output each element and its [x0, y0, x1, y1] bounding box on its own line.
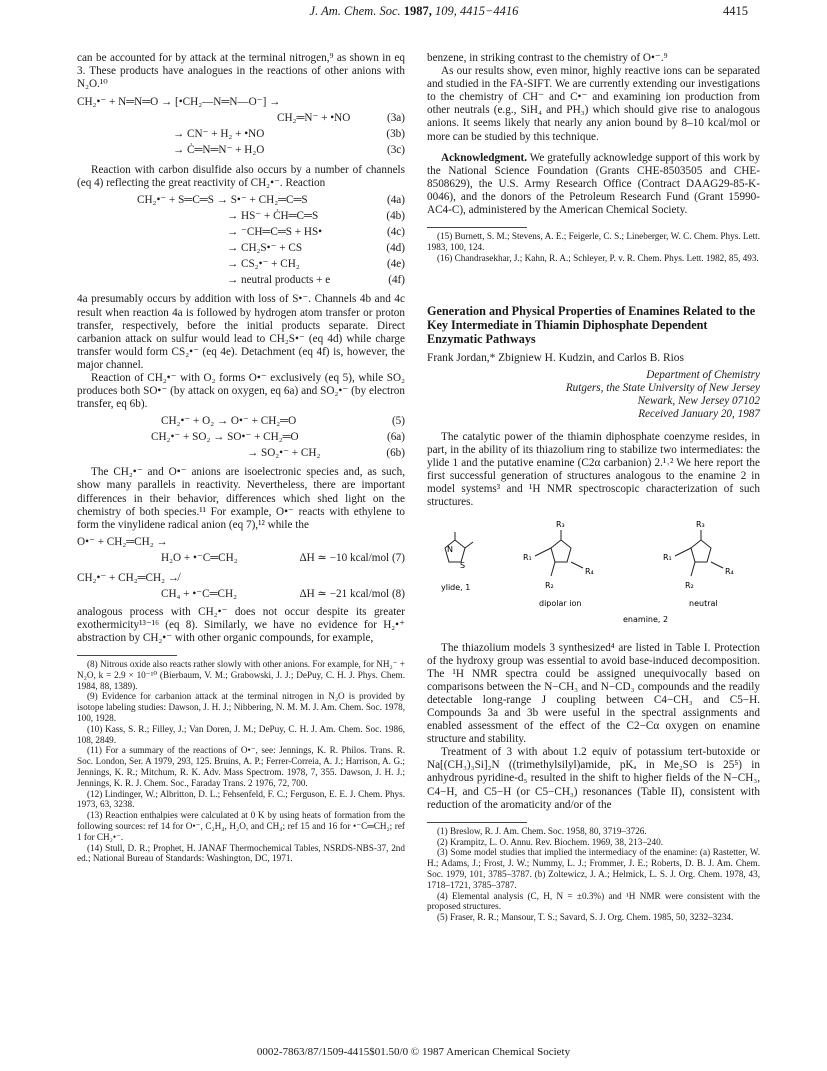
- enamine-label: enamine, 2: [623, 614, 669, 624]
- footnote: (15) Burnett, S. M.; Stevens, A. E.; Feigerle, C. S.; Lineberger, W. C. Chem. Phys. Lett. 1983, 100, 124.: [427, 231, 760, 252]
- footnote: (2) Krampitz, L. O. Annu. Rev. Biochem. 1969, 38, 213–240.: [437, 836, 663, 847]
- footnote: (5) Fraser, R. R.; Mansour, T. S.; Savard, S. J. Org. Chem. 1985, 50, 3232–3234.: [437, 912, 734, 923]
- footnote: (8) Nitrous oxide also reacts rather slowly with other anions. For example, for NH₂⁻ + N₂O, k = 2.9 × 10⁻¹⁰ (Bierbaum, V. M.; Grabowski, J. J.; DePuy, C. H. J. Phys. Chem. 1984, 88, 1389).: [77, 659, 405, 691]
- footnote: (9) Evidence for carbanion attack at the terminal nitrogen in N₂O is provided by isotope labeling studies: Dawson, J. H. J.; Nibbering, N. M. M. J. Am. Chem. Soc. 1978, 100, 1928.: [77, 691, 405, 724]
- paragraph: can be accounted for by attack at the terminal nitrogen,⁹ as shown in eq 3. These products have analogues in the reactions of other anions with N₂O.¹⁰: [77, 52, 405, 91]
- affiliation: Newark, New Jersey 07102: [637, 394, 760, 407]
- equation: CH₂•⁻ + O₂ → O•⁻ + CH₂═O (5): [161, 415, 405, 428]
- equation: → CN⁻ + H₂ + •NO (3b): [173, 128, 405, 141]
- equation: → CH₂S•⁻ + CS (4d): [227, 242, 405, 255]
- paragraph: As our results show, even minor, highly reactive ions can be separated and studied in the FA-SIFT. We are currently extending our investigations to the chemistry of CH⁻ and C•⁻ and examining ion production from other neutrals (e.g., SiH₄ and PH₃) which should give rise to analogous anions. It seems likely that nearly any anion bound by 8–10 kcal/mol or more can be studied by this technique.: [427, 65, 760, 143]
- authors: Frank Jordan,* Zbigniew H. Kudzin, and Carlos B. Rios: [427, 351, 684, 364]
- equation: → ⁻CH═C═S + HS• (4c): [227, 226, 405, 239]
- r4-label: R₄: [585, 566, 594, 576]
- footnote: (13) Reaction enthalpies were calculated at 0 K by using heats of formation from the following sources: ref 14 for O•⁻, C₂H₄, H₂O, and CH₄; ref 15 and 16 for •⁻C═CH₂; ref 1 for CH₂•⁻.: [77, 810, 405, 842]
- footnote: (12) Lindinger, W.; Albritton, D. L.; Fehsenfeld, F. C.; Ferguson, E. E. J. Chem. Phys. 1973, 63, 3238.: [77, 788, 405, 810]
- equation: CH₂•⁻ + SO₂ → SO•⁻ + CH₂═O (6a): [151, 431, 405, 444]
- acknowledgment: Acknowledgment. We gratefully acknowledge support of this work by the National Science Foundation (Grants CHE-8503505 and CHE-8508629), the U.S. Army Research Office (Contract DAAG29-85-K-0046), and the donors of the Petroleum Research Fund (Grant 15990-AC4-C), administered by the American Chemical Society.: [427, 151, 760, 217]
- r2-label: R₂: [685, 580, 694, 590]
- enamine-structures: [427, 516, 760, 636]
- n-atom-label: N: [447, 544, 453, 554]
- received-date: Received January 20, 1987: [638, 407, 760, 420]
- equation: → HS⁻ + ĊH═C═S (4b): [227, 210, 405, 223]
- paragraph: Reaction with carbon disulfide also occurs by a number of channels (eq 4) reflecting the great reactivity of CH₂•⁻. Reaction: [77, 164, 405, 190]
- footnote: (3) Some model studies that implied the intermediacy of the enamine: (a) Rastetter, W. H.; Adams, J.; Frost, J. W.; Nummy, L. J.; Frommer, J. E.; Roberts, D. B. J. Am. Chem. Soc. 1979, 101, 3785–3787. (b) Zoltewicz, J. A.; Helmick, L. S. J. Org. Chem. 1978, 43, 1718–1721, 3785–3787.: [427, 847, 760, 890]
- footnote: (11) For a summary of the reactions of O•⁻, see: Jennings, K. R. Philos. Trans. R. Soc. London, Ser. A 1979, 293, 125. Bruins, A. P.; Ferrer-Correia, A. J.; Harrison, A. G.; Jennings, K. R.; Mitchum, R. K. Adv. Mass Spectrom. 1978, 7, 355. Dawson, J. H. J.; Jennings, K. R. J. Chem. Soc., Faraday Trans. 2 1976, 72, 700.: [77, 745, 405, 788]
- footnote: (1) Breslow, R. J. Am. Chem. Soc. 1958, 80, 3719–3726.: [437, 825, 647, 836]
- paragraph: Reaction of CH₂•⁻ with O₂ forms O•⁻ exclusively (eq 5), while SO₂ produces both SO•⁻ (by attack on oxygen, eq 6a) and SO₂•⁻ (by electron transfer, eq 6b).: [77, 372, 405, 411]
- r3-label: R₃: [556, 519, 565, 529]
- equation: CH₂═N⁻ + •NO (3a): [277, 112, 405, 125]
- paragraph: analogous process with CH₂•⁻ does not occur despite its greater exothermicity¹³⁻¹⁶ (eq 8). Similarly, we have no evidence for H₂•⁺ abstraction by CH₂•⁻ with other organic compounds, for example,: [77, 605, 405, 644]
- running-head: J. Am. Chem. Soc. 1987, 109, 4415−4416: [309, 4, 519, 18]
- article-title: Generation and Physical Properties of Enamines Related to the Key Intermediate in Thiamin Diphosphate Dependent Enzymatic Pathways: [427, 303, 756, 346]
- r1-label: R₁: [663, 552, 672, 562]
- right-column: [427, 52, 760, 923]
- footnote: (14) Stull, D. R.; Prophet, H. JANAF Thermochemical Tables, NSRDS-NBS-37, 2nd ed.; National Bureau of Standards: Washington, DC, 1971.: [77, 842, 405, 864]
- equation: CH₂•⁻ + CH₂═CH₂ ↛: [77, 571, 179, 584]
- footnote: (4) Elemental analysis (C, H, N = ±0.3%) and ¹H NMR were consistent with the proposed structures.: [427, 890, 760, 912]
- page-number: 4415: [723, 4, 748, 18]
- equation: CH₂•⁻ + N═N═O → [•CH₂—N═N—O⁻] →: [77, 96, 281, 109]
- footnote: (16) Chandrasekhar, J.; Kahn, R. A.; Schleyer, P. v. R. Chem. Phys. Lett. 1982, 85, 493.: [437, 252, 759, 263]
- equation: → CS₂•⁻ + CH₂ (4e): [227, 258, 405, 271]
- footnote-rule: [427, 822, 527, 823]
- r4-label: R₄: [725, 566, 734, 576]
- affiliation: Rutgers, the State University of New Jersey: [565, 381, 760, 394]
- r3-label: R₃: [696, 519, 705, 529]
- equation: → SO₂•⁻ + CH₂ (6b): [247, 447, 405, 460]
- neutral-structure: [675, 530, 723, 576]
- paragraph: 4a presumably occurs by addition with loss of S•⁻. Channels 4b and 4c result when reaction 4a is followed by hydrogen atom transfer or proton transfer, respectively, before the initial products separate. Direct carbanion attack on sulfur would lead to CH₂S•⁻ (eq 4d) while charge transfer would form CS₂•⁻ (eq 4e). Detachment (eq 4f) is, however, the major channel.: [77, 293, 405, 371]
- equation: H₂O + •⁻C═CH₂ ΔH ≃ −10 kcal/mol (7): [161, 551, 405, 564]
- r2-label: R₂: [545, 580, 554, 590]
- dipolar-structure: [535, 530, 583, 576]
- equation: CH₂•⁻ + S═C═S → S•⁻ + CH₂═C═S (4a): [137, 194, 405, 207]
- dipolar-label: dipolar ion: [539, 598, 582, 608]
- footnotes: [77, 659, 405, 864]
- page-header: [80, 4, 748, 26]
- neutral-label: neutral: [689, 598, 718, 608]
- chemical-structures-figure: [427, 516, 760, 636]
- equation: O•⁻ + CH₂═CH₂ →: [77, 535, 168, 548]
- page-footer: 0002-7863/87/1509-4415$01.50/0 © 1987 American Chemical Society: [256, 1046, 571, 1058]
- paragraph: Treatment of 3 with about 1.2 equiv of potassium tert-butoxide or Na[(CH₃)₃Si]₂N ((trimethylsilyl)amide, pKₐ in Me₂SO is 25⁵) in anhydrous pyridine-d₅ resulted in the shift to higher fields of the N−CH₃, C4−H, and C5−H (or C5−CH₃) resonances (Table II), consistent with reduction of the aromaticity and/or of the: [427, 746, 760, 811]
- footnote-rule: [427, 227, 527, 228]
- footnote: (10) Kass, S. R.; Filley, J.; Van Doren, J. M.; DePuy, C. H. J. Am. Chem. Soc. 1986, 108, 2849.: [77, 723, 405, 745]
- affiliation: Department of Chemistry: [646, 368, 760, 381]
- footnote-rule: [77, 655, 177, 656]
- paragraph: The CH₂•⁻ and O•⁻ anions are isoelectronic species and, as such, show many parallels in reactivity. Nevertheless, there are important differences in their behavior, differences which shed light on the chemistry of both species.¹¹ For example, O•⁻ reacts with ethylene to form the vinylidene radical anion (eq 7),¹² while the: [77, 466, 405, 531]
- s-atom-label: S: [460, 560, 466, 570]
- paragraph: benzene, in striking contrast to the chemistry of O•⁻.⁹: [427, 52, 668, 64]
- ylide-label: ylide, 1: [441, 582, 471, 592]
- paragraph: The catalytic power of the thiamin diphosphate coenzyme resides, in part, in the ability of its thiazolium ring to stabilize two intermediates: the ylide 1 and the putative enamine (C2α carbanion) 2.¹˒² We here report the first successful generation of structures analogous to the enamine 2 in model systems³ and ¹H NMR spectroscopic characterization of such structures.: [427, 430, 760, 509]
- equation: CH₄ + •⁻C═CH₂ ΔH ≃ −21 kcal/mol (8): [161, 587, 405, 600]
- left-column: [77, 52, 405, 864]
- equation: → neutral products + e (4f): [227, 274, 405, 287]
- r1-label: R₁: [523, 552, 532, 562]
- equation: → Ċ═N═N⁻ + H₂O (3c): [173, 144, 405, 157]
- paragraph: The thiazolium models 3 synthesized⁴ are listed in Table I. Protection of the hydroxy group was essential to avoid base-induced decomposition. The ¹H NMR spectra could be assigned unequivocally based on comparisons between the N−CH₃ and N−CD₃ compounds and the readily detectable long-range J coupling between C4−CH₃ and C5−H. Compounds 3a and 3b were useful in the spectral assignments and enabled assessment of the effect of the C2−Cα oxygen on enamine structure and stability.: [427, 641, 760, 746]
